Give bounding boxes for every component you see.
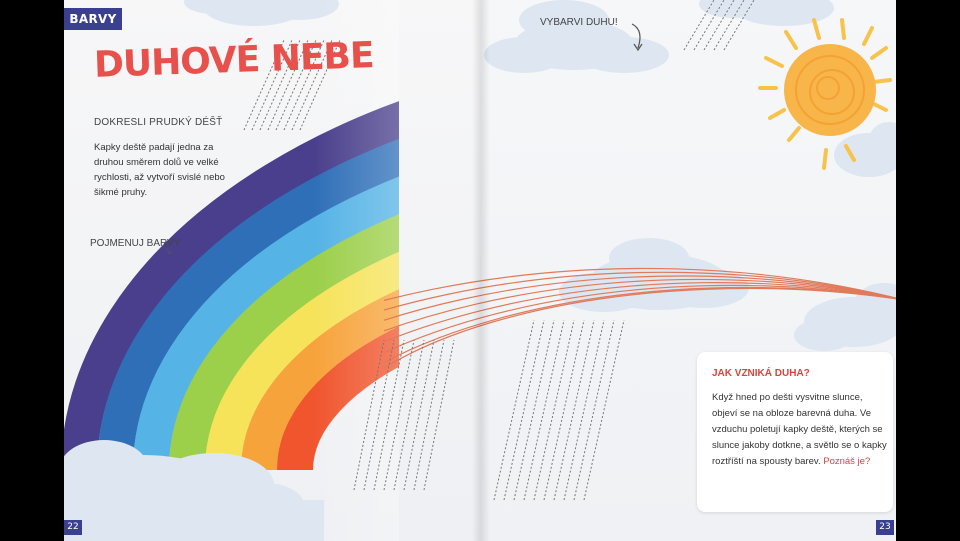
info-box [697, 352, 893, 512]
page-title: DUHOVÉ NEBE [93, 35, 375, 86]
page-number-right: 23 [876, 520, 894, 535]
book-spread [64, 0, 896, 541]
page-number-left: 22 [64, 520, 82, 535]
subheading: DOKRESLI PRUDKÝ DÉŠŤ [94, 117, 223, 128]
section-badge: BARVY [64, 8, 122, 30]
book-gutter [472, 0, 490, 541]
arrow-down-icon: ↘ [164, 246, 173, 257]
body-text: Kapky deště padají jedna za druhou směrem dolů ve velké rychlosti, až vytvoří svislé nebo šikmé pruhy. [94, 142, 225, 198]
label-name-colors: POJMENUJ BARVY [90, 238, 181, 249]
cloud-top-middle [484, 0, 669, 73]
info-body-text: Když hned po dešti vysvitne slunce, objeví se na obloze barevná duha. Ve vzduchu poletují kapky deště, kterých se slunce jakoby dotkne, a světlo se o kapky roztříští na spousty barev. [712, 392, 887, 467]
info-emphasis: Poznáš je? [823, 456, 871, 467]
info-heading: JAK VZNIKÁ DUHA? [712, 368, 810, 379]
info-body [712, 390, 888, 470]
label-color-rainbow: VYBARVI DUHU! [540, 17, 618, 28]
